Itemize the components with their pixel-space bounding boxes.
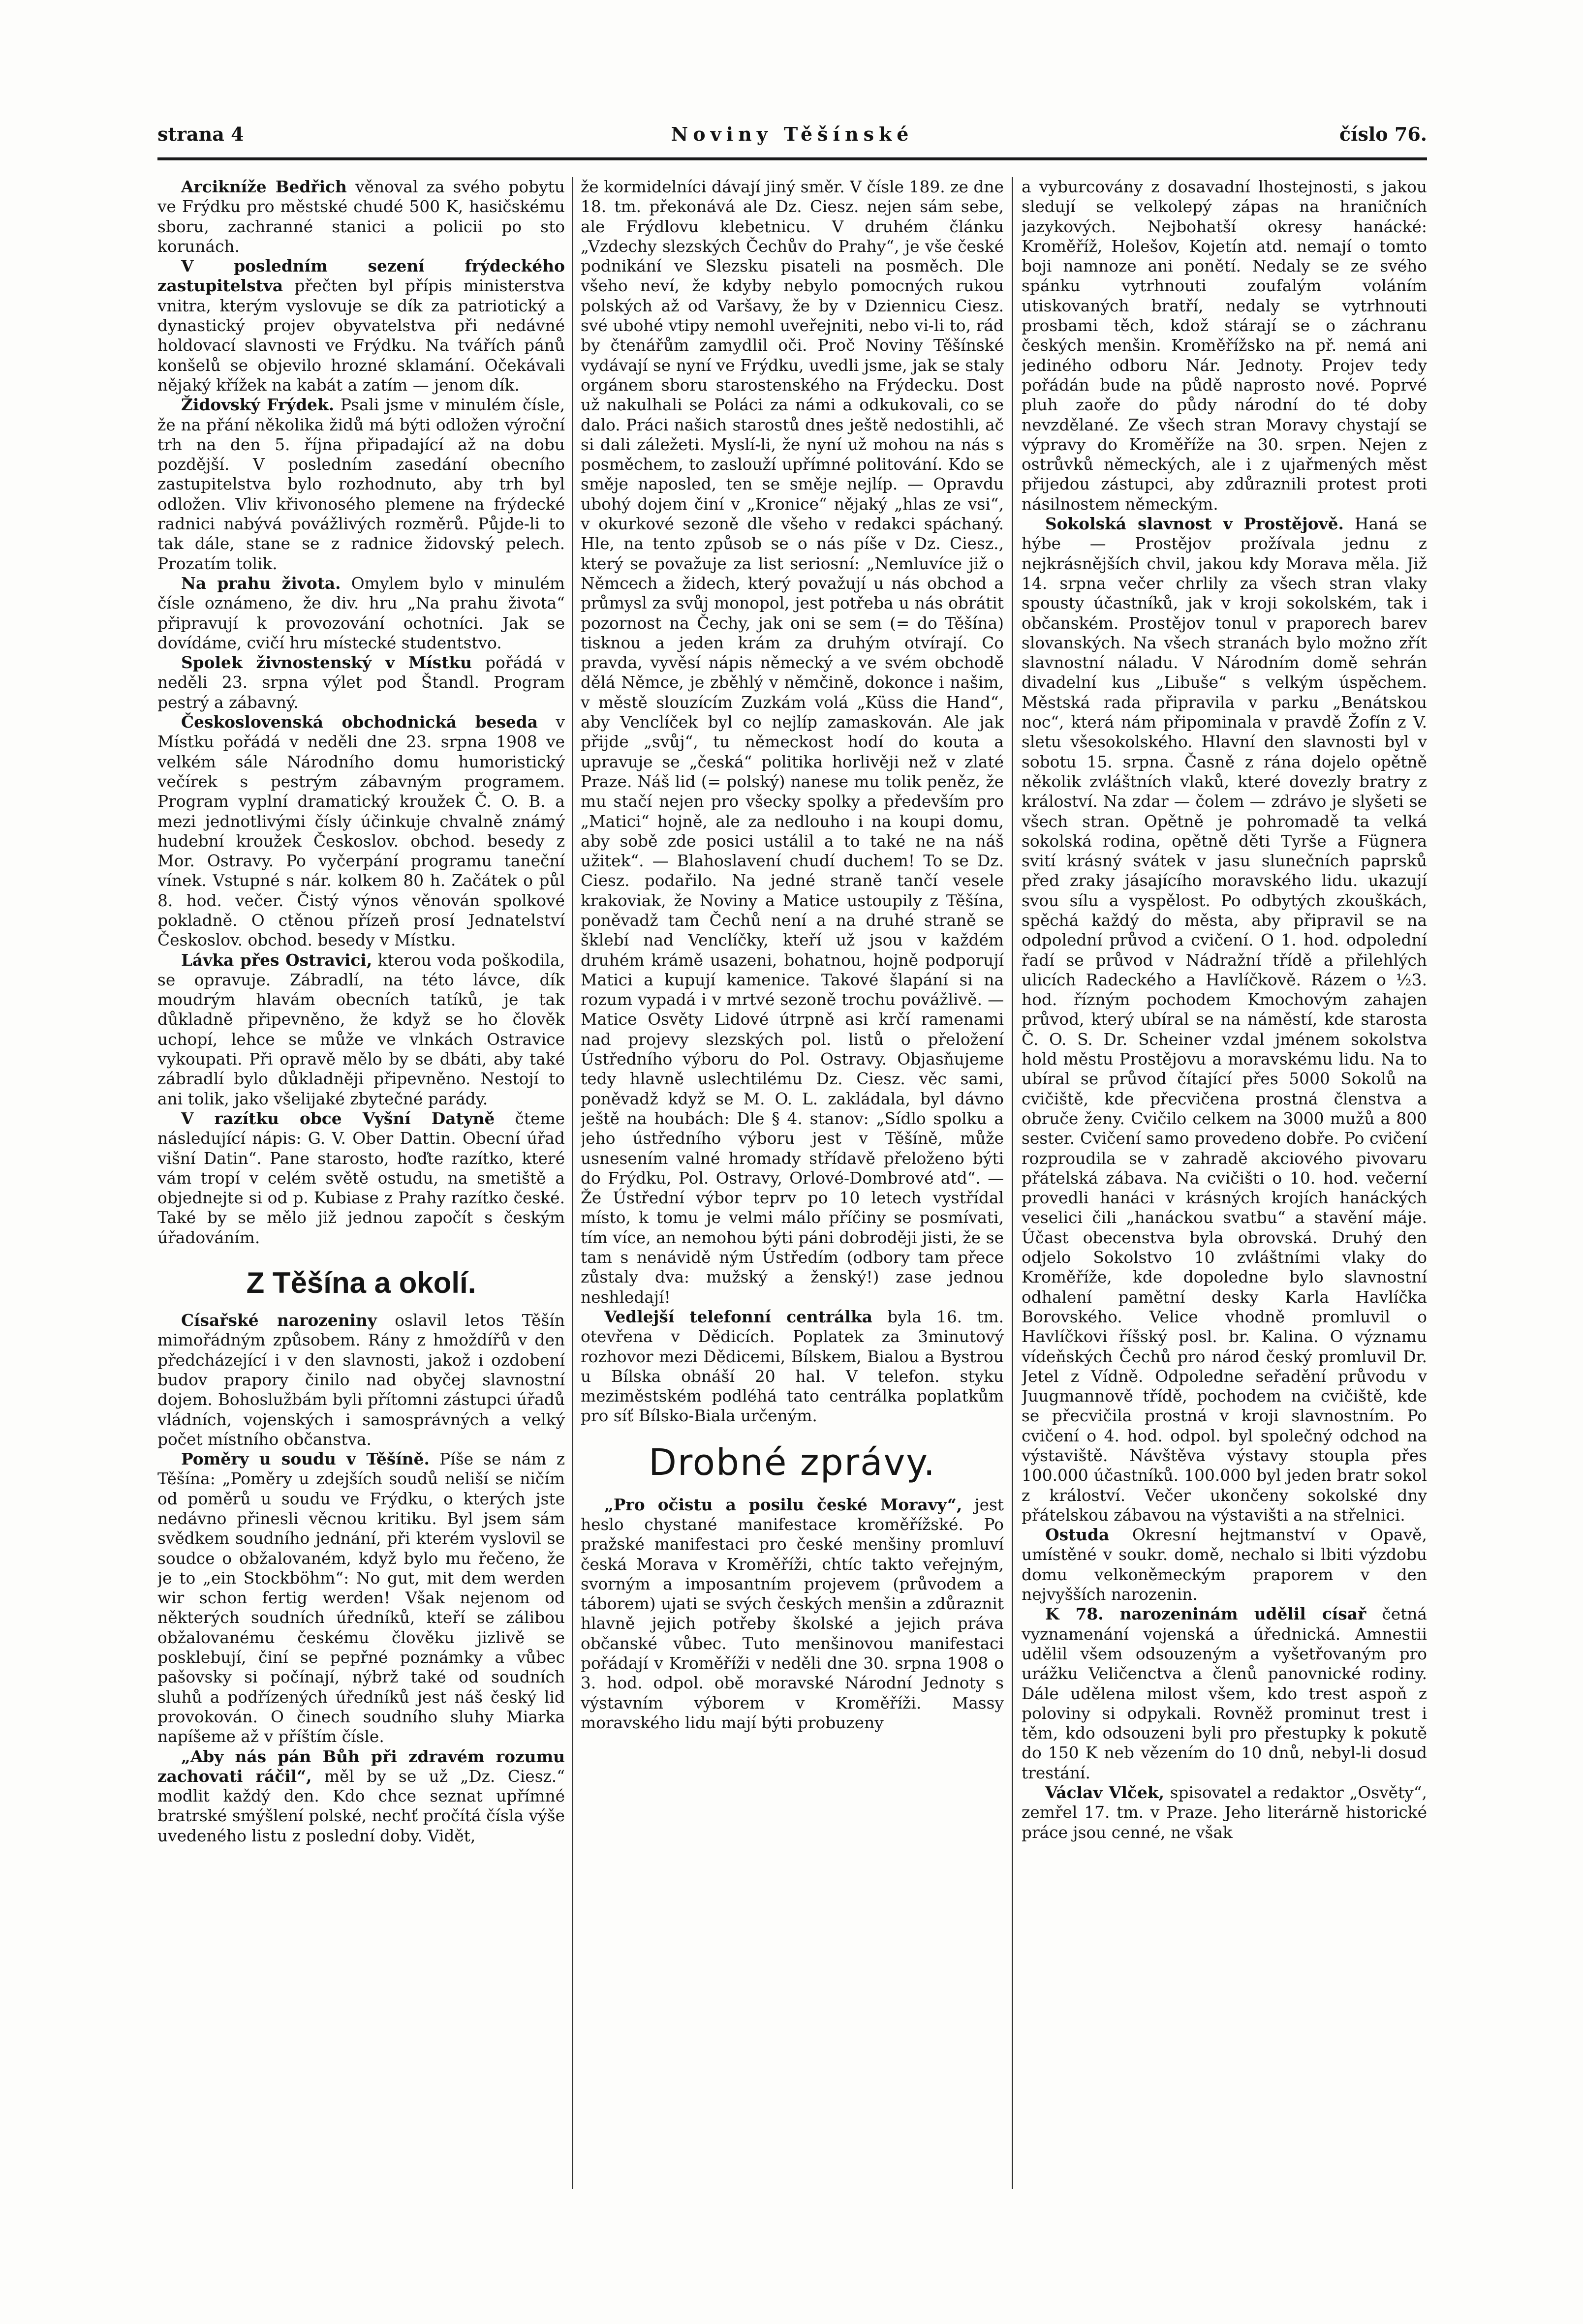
article-text: Psali jsme v minulém čísle, že na přání několika židů má býti odložen výroční trh na den 5. října připadající až na dobu pozdější. V posledním zasedání obecního zastupitelstva bylo rozhodnuto, aby trh byl odložen. Vliv křivonosého plemene na frýdecké radnici nabývá povážlivých rozměrů. Půjde-li to tak dále, stane se z radnice židovský pelech. Prozatím tolik. [157,396,565,573]
section-title: Z Těšína a okolí. [246,1266,476,1300]
page-header [157,123,1427,157]
article-lead: Ostuda [1045,1525,1110,1545]
article-paragraph [157,574,565,653]
header-rule [157,157,1427,160]
column-left [157,177,565,2189]
article-lead: Vedlejší telefonní centrálka [604,1307,872,1326]
article-text: Omylem bylo v minulém čísle oznámeno, že div. hru „Na prahu života“ připravují k provozování ochotníci. Jak se dovídáme, cvičí hru místecké studentstvo. [157,574,565,652]
article-lead: „Pro očistu a posilu české Moravy“, [604,1495,962,1514]
article-lead: V razítku obce Vyšní Datyně [181,1108,495,1128]
page-number: strana 4 [157,123,244,145]
article-paragraph [157,1109,565,1248]
article-text: Okresní hejtmanství v Opavě, umístěné v soukr. domě, nechalo si lbiti výzdobu domu velkoněmeckým praporem v den nejvyšších narozenin. [1022,1526,1427,1604]
article-paragraph [581,1307,1004,1426]
article-paragraph [157,1449,565,1746]
masthead-title: Noviny Těšínské [671,123,914,145]
article-paragraph [157,950,565,1109]
article-lead: Václav Vlček, [1045,1783,1164,1803]
article-lead: Arcikníže Bedřich [181,177,347,196]
article-text: četná vyznamenání vojenská a úřednická. Amnestii udělil všem odsouzeným a vyšetřovaným pro urážku Veličenctva a členů panovnické rodiny. Dále udělena milost všem, kdo trest aspoň z poloviny si odpykali. Rovněž prominut trest i těm, kdo odsouzeni byli pro přestupky k pokutě do 150 K neb vězením do 10 dnů, nebyl-li dosud trestání. [1022,1605,1427,1782]
article-paragraph [157,1747,565,1846]
article-lead: Na prahu života. [181,573,341,593]
article-paragraph [157,653,565,712]
article-lead: V posledním sezení frýdeckého zastupitelstva [157,256,565,296]
article-text: oslavil letos Těšín mimořádným způsobem. Rány z hmoždířů v den předcházející i v den slavnosti, jakož i ozdobení budov prapory činilo nad obyčej slavnostní dojem. Bohoslužbám byli přítomni zástupci úřadů vládních, vojenských i samosprávných a velký počet místního občanstva. [157,1311,565,1449]
article-text: čteme následující nápis: G. V. Ober Dattin. Obecní úřad višní Datin“. Pane starosto, hoďte razítko, které vám tropí v celém světě ostudu, na smetiště a objednejte si od p. Kubiase z Prahy razítko české. Také by se mělo již jednou započít s českým úřadováním. [157,1109,565,1247]
column-right [1022,177,1427,2189]
article-lead: K 78. narozeninám udělil císař [1045,1604,1366,1624]
article-paragraph [157,177,565,256]
article-lead: Spolek živnostenský v Místku [181,653,472,673]
article-lead: Lávka přes Ostravici, [181,950,372,970]
article-text: pořádá v neděli 23. srpna výlet pod Štandl. Program pestrý a zábavný. [157,653,565,712]
article-text: kterou voda poškodila, se opravuje. Zábradlí, na této lávce, dík moudrým hlavám obecních tatíků, je tak důkladně připevněno, že když se ho člověk uchopí, lehce se může ve vlnkách Ostravice vykoupati. Při opravě mělo by se dbáti, aby také zábradlí bylo důkladněji připevněno. Nestojí to ani tolik, jako všelijaké zbytečné parády. [157,950,565,1108]
article-lead: Československá obchodnická beseda [181,712,538,732]
article-text: a vyburcovány z dosavadní lhostejnosti, s jakou sledují se velkolepý zápas na hraničních jazykových. Nejbohatší okresy hanácké: Kroměříž, Holešov, Kojetín atd. nemají o tomto boji namnoze ani ponětí. Nedaly se ze svého spánku vytrhnouti zoufalým voláním utiskovaných bratří, nedaly se vytrhnouti prosbami těch, kdož stárají se o záchranu českých menšin. Kroměřížsko na př. nemá ani jediného odboru Nár. Jednoty. Projev tedy pořádán bude na půdě naprosto nové. Poprvé pluh zaoře do půdy národní do té doby nevzdělané. Ze všech stran Moravy chystají se výpravy do Kroměříže na 30. srpen. Nejen z ostrůvků německých, ale i z ujařmených měst přijedou zástupci, aby zdůraznili protest proti násilnostem německým. [1022,178,1427,514]
article-lead: „Aby nás pán Bůh při zdravém rozumu zachovati ráčil“, [157,1746,565,1786]
article-paragraph [157,712,565,950]
article-lead: Poměry u soudu v Těšíně. [181,1449,430,1469]
article-text: přečten byl přípis ministerstva vnitra, kterým vyslovuje se dík za patriotický a dynastický projev obyvatelstva při nedávné holdovací slavnosti ve Frýdku. Na tvářích pánů konšelů se objevilo hrozné sklamání. Očekávali nějaký křížek na kabát a zatím — jenom dík. [157,276,565,395]
article-text: měl by se už „Dz. Ciesz.“ modlit každý den. Kdo chce seznat upřímné bratrské smýšlení polské, nechť pročítá čísla výše uvedeného listu z poslední doby. Vidět, [157,1767,565,1845]
article-lead: Židovský Frýdek. [181,395,335,415]
article-paragraph [1022,514,1427,1525]
column-middle [581,177,1004,2189]
article-paragraph [581,1495,1004,1733]
article-text: jest heslo chystané manifestace kroměřížské. Po pražské manifestaci pro české menšiny promluví česká Morava v Kroměříži, chtíc takto veřejným, svorným a imposantním projevem (průvodem a táborem) ujati se svých českých menšin a zdůraznit hlavně jejich potřeby školské a jejich práva občanské vůbec. Tuto menšinovou manifestaci pořádají v Kroměříži v neděli dne 30. srpna 1908 o 3. hod. odpol. obě moravské Národní Jednoty s výstavním výborem v Kroměříži. Massy moravského lidu mají býti probuzeny [581,1495,1004,1732]
article-text: Haná se hýbe — Prostějov prožívala jednu z nejkrásnějších chvil, jakou kdy Morava měla. Již 14. srpna večer chrlily za všech stran vlaky spousty účastníků, jak v kroji sokolském, tak i občanském. Prostějov tonul v praporech barev slovanských. Na všech stranách bylo možno zřít slavnostní náladu. V Národním domě sehrán divadelní kus „Libuše“ s velkým úspěchem. Městská rada připravila v parku „Benátskou noc“, která nám připominala v pravdě Žofín z V. sletu všesokolského. Hlavní den slavnosti byl v sobotu 15. srpna. Časně z rána dojelo opětně několik zvláštních vlaků, které dovezly bratry z králoství. Na zdar — čolem — zdrávo je slyšeti se všech stran. Opětně je pohromadě ta velká sokolská rodina, opětně děti Tyrše a Fügnera svití krásný svátek v jasu slunečních paprsků před zraky jásajícího moravského lidu. ukazují svou sílu a vyspělost. Po odbytých zkouškách, spěchá každý do města, aby připravil se na odpolední průvod a cvičení. O 1. hod. odpolední řadí se průvod v Nádražní třídě a přilehlých ulicích Radeckého a Havlíčkově. Rázem o ½3. hod. řízným pochodem Kmochovým zahajen průvod, který ubíral se na náměstí, kde starosta Č. O. S. Dr. Scheiner vzdal jménem sokolstva hold městu Prostějovu a moravskému lidu. Na to ubíral se průvod čítající přes 5000 Sokolů na cvičiště, kde přecvičena prostná členstva a obruče ženy. Cvičilo celkem na 3000 mužů a 800 sester. Cvičení samo provedeno dobře. Po cvičení rozproudila se v zahradě akciového pivovaru přátelská zábava. Na cvičišti o 10. hod. večerní provedli hanáci v krásných krojích hanáckých veselici čili „hanáckou svatbu“ a stavění máje. Účast obecenstva byla obrovská. Druhý den odjelo Sokolstvo 10 zvláštními vlaky do Kroměříže, kde dopoledne bylo slavnostní odhalení pamětní desky Karla Havlíčka Borovského. Velice vhodně promluvil o Havlíčkovi říšský posl. br. Kalina. O významu vídeňských Čechů pro národ český promluvil Dr. Jetel z Vídně. Odpoledne seřadění průvodu v Juugmannově třídě, pochodem na cvičiště, kde se přecvičila prostná v kroji slavnostním. Po cvičení o 4. hod. odpol. byl společný odchod na výstaviště. Návštěva výstavy stoupla přes 100.000 účastníků. 100.000 byl jeden bratr sokol z králoství. Večer ukončeny sokolské dny přátelskou zábavou na výstavišti a na střelnici. [1022,515,1427,1525]
article-text: spisovatel a redaktor „Osvěty“, zemřel 17. tm. v Praze. Jeho literárně historické práce jsou cenné, ne však [1022,1783,1427,1842]
article-paragraph [1022,1525,1427,1604]
article-paragraph [1022,1783,1427,1842]
article-paragraph [157,256,565,395]
article-text: v Místku pořádá v neděli dne 23. srpna 1908 ve velkém sále Národního domu humoristický večírek s pestrým zábavným programem. Program vyplní dramatický kroužek Č. O. B. a mezi jednotlivými čísly účinkuje chvalně známý hudební kroužek Českoslov. obchod. besedy z Mor. Ostravy. Po vyčerpání programu taneční vínek. Vstupné s nár. kolkem 80 h. Začátek o půl 8. hod. večer. Čistý výnos věnován spolkové pokladně. O ctěnou přízeň prosí Jednatelství Českoslov. obchod. besedy v Místku. [157,713,565,950]
section-title-drobne: Drobné zprávy. [648,1441,936,1484]
article-paragraph [1022,177,1427,514]
article-paragraph [157,395,565,574]
article-text: že kormidelníci dávají jiný směr. V čísle 189. ze dne 18. tm. překonává ale Dz. Ciesz. nejen sám sebe, ale Frýdlovu klebetnicu. V druhém článku „Vzdechy slezských Čechův do Prahy“, je vše české podnikání ve Slezsku pisateli na posměch. Dle všeho neví, že kdyby nebylo pomocných rukou polských až od Varšavy, že by v Dziennicu Ciesz. své ubohé vtipy nemohl uveřejniti, nebo vi-li to, rád by čtenářům zamydlil oči. Proč Noviny Těšínské vydávají se nyní ve Frýdku, uvedli jsme, jak se staly orgánem sboru starostenského na Frýdecku. Dost už nakulhali se Poláci za námi a odkukovali, co se dalo. Práci našich starostů dnes ještě nedostihli, ač si dali záležeti. Myslí-li, že nyní už mohou na nás s posměchem, to zaslouží upřímné politování. Kdo se směje naposled, ten se směje nejlíp. — Opravdu ubohý dojem činí v „Kronice“ nějaký „hlas ze vsi“, v okurkové sezoně dle všeho v redakci spáchaný. Hle, na tento způsob se o nás píše v Dz. Ciesz., který se považuje za list seriosní: „Nemluvíce již o Němcech a židech, který považují u nás obchod a průmysl za svůj monopol, jest potřeba u nás obrátit pozornost na Čechy, jak oni se sem (= do Těšína) tisknou a jeden krám za druhým otvírají. Co pravda, vyvěsí nápis německý a ve svém obchodě dělá Němce, je zběhlý v němčině, dokonce i našim, v městě slouzícím Zuzkám volá „Küss die Hand“, aby Venclíček byl co nejlíp zamaskován. Ale jak přijde „svůj“, tu německost hodí do kouta a upravuje se „česká“ politika horlivěji než v zlaté Praze. Náš lid (= polský) nanese mu tolik peněz, že mu stačí nejen pro všecky spolky a především pro „Matici“ hojně, ale za nedlouho i na koupi domu, aby sobě zde posici ustálil a to také ne na náš užitek“. — Blahoslavení chudí duchem! To se Dz. Ciesz. podařilo. Na jedné straně tančí vesele krakoviak, že Noviny a Matice ustoupily z Těšína, poněvadž tam Čechů není a na druhé straně se šklebí nad Venclíčky, kteří už jsou v každém druhém krámě usazeni, bohatnou, hojně podporují Matici a kupují kamenice. Takové šlapání si na rozum vypadá i v mrtvé sezoně trochu povážlivě. — Matice Osvěty Lidové útrpně asi krčí ramenami nad projevy slezských pol. listů o přeložení Ústředního výboru do Pol. Ostravy. Objasňujeme tedy hlavně uslechtilému Dz. Ciesz. věc sami, poněvadž když se M. O. L. zakládala, byl dávno ještě na houbách: Dle § 4. stanov: „Sídlo spolku a jeho ústředního výboru jest v Těšíně, může usnesením valné hromady střídavě přeloženo býti do Frýdku, Pol. Ostravy, Orlové-Dombrové atd“. — Že Ústřední výbor teprv po 10 letech vystřídal místo, k tomu je velmi málo příčiny se posmívati, tím více, an nemohou býti páni dobroději jisti, že se tam s nenávidě ným Ústředím (odbory tam přece zůstaly dva: mužský a ženský!) zase jednou neshledají! [581,178,1004,1307]
article-text: Píše se nám z Těšína: „Poměry u zdejších soudů neliší se ničím od poměrů u soudu ve Frýdku, o kterých jste nedávno přinesli věcnou kritiku. Byl jsem sám svědkem soudního jednání, při kterém vyslovil se soudce o obžalovaném, když bylo mu řečeno, že je to „ein Stockböhm“: No gut, mit dem werden wir schon fertig werden! Však nejenom od některých soudních úředníků, kteří se zálibou obžalovanému českému člověku jizlivě se posklebují, činí se pepřné poznámky a vůbec pašovsky si počínají, nýbrž také od soudních sluhů a podřízených úředníků jest náš český lid provokován. O činech soudního sluhy Miarka napíšeme až v příštím čísle. [157,1450,565,1746]
article-paragraph [157,1311,565,1449]
article-paragraph [581,177,1004,1307]
article-paragraph [1022,1604,1427,1783]
article-lead: Císařské narozeniny [181,1311,377,1330]
issue-number: číslo 76. [1339,123,1427,145]
column-divider [1012,177,1013,2189]
article-text: věnoval za svého pobytu ve Frýdku pro městské chudé 500 K, hasičskému sboru, zachranné stanici a policii po sto korunách. [157,178,565,256]
article-lead: Sokolská slavnost v Prostějově. [1045,514,1344,534]
column-divider [572,177,573,2189]
article-text: byla 16. tm. otevřena v Dědicích. Poplatek za 3minutový rozhovor mezi Dědicemi, Bílskem, Bialou a Bystrou u Bílska obnáší 20 hal. V telefon. styku meziměstském podléhá tato centrálka poplatkům pro síť Bílsko-Biala určeným. [581,1307,1004,1426]
